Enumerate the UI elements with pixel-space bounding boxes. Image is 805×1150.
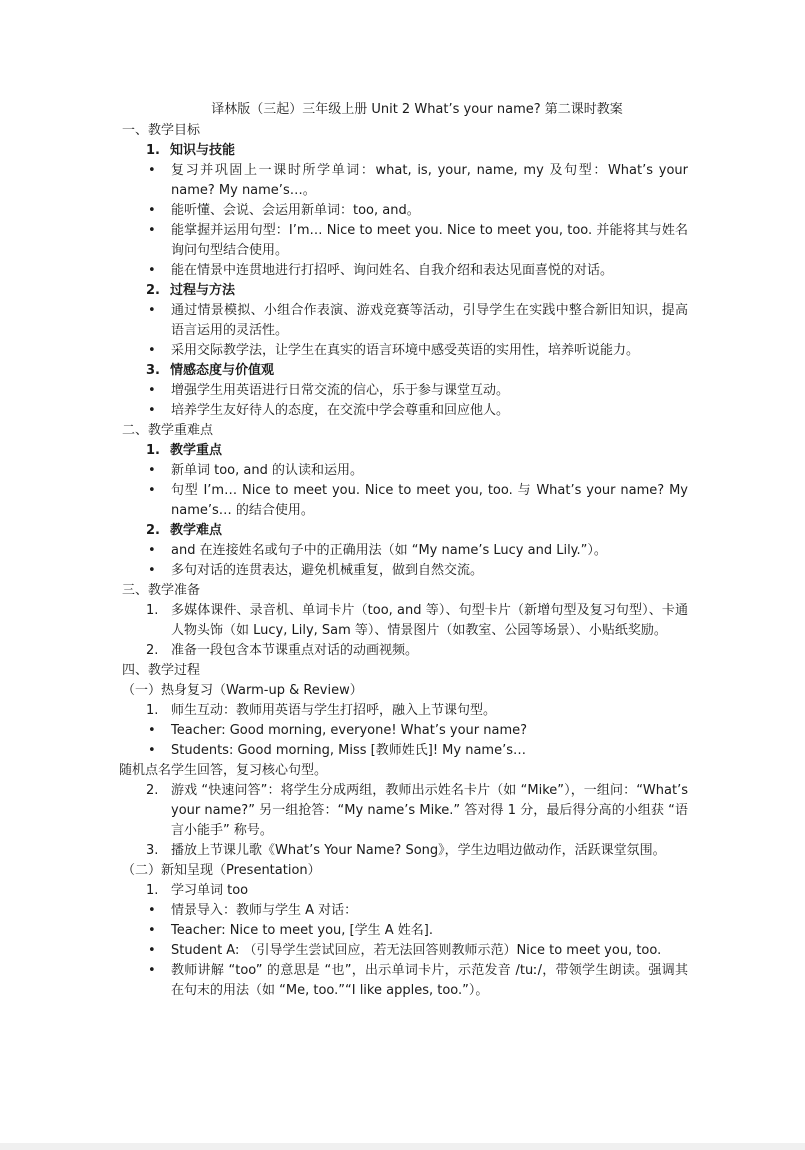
section-heading-key-points: 二、教学重难点 — [122, 423, 214, 438]
bullet-item: • 情景导入：教师与学生 A 对话： — [122, 901, 688, 921]
subheading-number: 2. — [146, 283, 160, 298]
bullet-item: • Student A: （引导学生尝试回应，若无法回答则教师示范）Nice to meet you, too. — [122, 941, 688, 961]
section-heading-objectives: 一、教学目标 — [122, 123, 201, 138]
numbered-item — [122, 881, 688, 901]
bullet-item: • Teacher: Nice to meet you, [学生 A 姓名]. — [122, 921, 688, 941]
subheading-difficulty — [122, 521, 688, 541]
subheading-label: 教学难点 — [170, 523, 223, 538]
item-text: 游戏 “快速问答”：将学生分成两组，教师出示姓名卡片（如 “Mike”），一组问：“What’s your name?” 另一组抢答：“My name’s Mike.” 答对得 1 分，最后得分高的小组获 “语言小能手” 称号。 — [171, 783, 688, 838]
item-text: 播放上节课儿歌《What’s Your Name? Song》，学生边唱边做动作，活跃课堂氛围。 — [171, 843, 666, 858]
bullet-item: • Students: Good morning, Miss [教师姓氏]! My name’s… — [122, 741, 688, 761]
subheading-number: 1. — [146, 443, 160, 458]
item-number: 2. — [146, 643, 159, 658]
plain-paragraph: 随机点名学生回答，复习核心句型。 — [119, 763, 328, 778]
bullet-item: • 教师讲解 “too” 的意思是 “也”，出示单词卡片，示范发音 /tuː/，带领学生朗读。强调其在句末的用法（如 “Me, too.”“I like apples, too.”）。 — [122, 961, 688, 1001]
bullet-item: • 多句对话的连贯表达，避免机械重复，做到自然交流。 — [122, 561, 688, 581]
subheading-label: 教学重点 — [170, 443, 223, 458]
numbered-item — [122, 641, 688, 661]
bullet-item: • 采用交际教学法，让学生在真实的语言环境中感受英语的实用性，培养听说能力。 — [122, 341, 688, 361]
bullet-item: • 复习并巩固上一课时所学单词：what, is, your, name, my 及句型：What’s your name? My name’s…。 — [122, 161, 688, 201]
item-number: 1. — [146, 603, 159, 618]
item-text: 准备一段包含本节课重点对话的动画视频。 — [171, 643, 419, 658]
bullet-item: • 新单词 too, and 的认读和运用。 — [122, 461, 688, 481]
subheading-knowledge — [122, 141, 688, 161]
item-number: 3. — [146, 843, 159, 858]
numbered-item — [122, 601, 688, 641]
item-text: 师生互动：教师用英语与学生打招呼，融入上节课句型。 — [171, 703, 497, 718]
item-text: 学习单词 too — [171, 883, 249, 898]
subheading-process — [122, 281, 688, 301]
subheading-number: 1. — [146, 143, 160, 158]
bullet-item: • 能在情景中连贯地进行打招呼、询问姓名、自我介绍和表达见面喜悦的对话。 — [122, 261, 688, 281]
numbered-item — [122, 781, 688, 841]
subheading-number: 2. — [146, 523, 160, 538]
bullet-item: • 通过情景模拟、小组合作表演、游戏竞赛等活动，引导学生在实践中整合新旧知识，提高语言运用的灵活性。 — [122, 301, 688, 341]
subheading-attitude — [122, 361, 688, 381]
page-title: 译林版（三起）三年级上册 Unit 2 What’s your name? 第二课时教案 — [211, 102, 623, 117]
item-number: 2. — [146, 783, 159, 798]
bullet-item: • 能掌握并运用句型：I’m… Nice to meet you. Nice to meet you, too. 并能将其与姓名询问句型结合使用。 — [122, 221, 688, 261]
subheading-focus — [122, 441, 688, 461]
item-text: 多媒体课件、录音机、单词卡片（too, and 等）、句型卡片（新增句型及复习句型）、卡通人物头饰（如 Lucy, Lily, Sam 等）、情景图片（如教室、公园等场景）、小贴纸奖励。 — [171, 603, 688, 638]
part-heading-warmup: （一）热身复习（Warm-up & Review） — [122, 683, 363, 698]
subheading-label: 过程与方法 — [170, 283, 236, 298]
bullet-item: • and 在连接姓名或句子中的正确用法（如 “My name’s Lucy and Lily.”）。 — [122, 541, 688, 561]
numbered-item — [122, 841, 688, 861]
bullet-item: • 能听懂、会说、会运用新单词：too, and。 — [122, 201, 688, 221]
subheading-number: 3. — [146, 363, 160, 378]
bullet-item: • 培养学生友好待人的态度，在交流中学会尊重和回应他人。 — [122, 401, 688, 421]
bullet-item: • 句型 I’m… Nice to meet you. Nice to meet you, too. 与 What’s your name? My name’s… 的结合使用。 — [122, 481, 688, 521]
part-heading-presentation: （二）新知呈现（Presentation） — [122, 863, 321, 878]
document-body — [119, 100, 688, 1001]
numbered-item — [122, 701, 688, 721]
bullet-item: • Teacher: Good morning, everyone! What’s your name? — [122, 721, 688, 741]
item-number: 1. — [146, 883, 159, 898]
section-heading-preparation: 三、教学准备 — [122, 583, 201, 598]
section-heading-procedure: 四、教学过程 — [122, 663, 201, 678]
bullet-item: • 增强学生用英语进行日常交流的信心，乐于参与课堂互动。 — [122, 381, 688, 401]
page-bottom-margin — [0, 1143, 805, 1150]
subheading-label: 情感态度与价值观 — [170, 363, 275, 378]
subheading-label: 知识与技能 — [170, 143, 236, 158]
item-number: 1. — [146, 703, 159, 718]
